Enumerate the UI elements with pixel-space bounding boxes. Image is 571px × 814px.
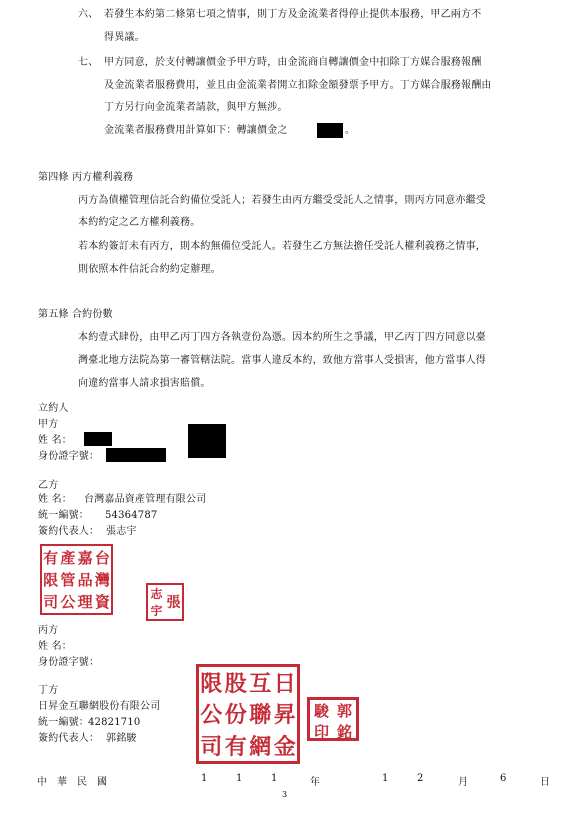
date-era-char-2: 華 — [57, 777, 67, 788]
party-d-company: 日昇金互聯網股份有限公司 — [38, 701, 161, 712]
party-d-representative-label: 簽約代表人： — [38, 733, 100, 744]
seal-char: 品 — [77, 570, 93, 589]
seal-char: 張 — [166, 595, 181, 611]
article-4-p1-line-1: 丙方為債權管理信託合約備位受託人；若發生由丙方繼受受託人之情事，則丙方同意亦繼受 — [78, 195, 486, 206]
seal-char: 公 — [200, 702, 223, 729]
seal-char: 有 — [224, 733, 247, 760]
date-day-label: 日 — [540, 777, 550, 788]
date-year-label: 年 — [310, 777, 320, 788]
party-d-company-seal — [196, 664, 300, 764]
date-era-char-1: 中 — [37, 777, 47, 788]
article-4-heading: 第四條 丙方權利義務 — [38, 172, 134, 183]
redaction-party-a-id — [106, 448, 166, 462]
clause-7-line-1: 甲方同意，於支付轉讓價金予甲方時，由金流商自轉讓價金中扣除丁方媒合服務報酬 — [104, 57, 482, 68]
date-day-value: 6 — [500, 773, 507, 784]
party-b-label: 乙方 — [38, 480, 59, 491]
party-a-label: 甲方 — [38, 419, 59, 430]
date-era-char-3: 民 — [77, 777, 87, 788]
party-b-uniform-number-value: 54364787 — [105, 510, 158, 521]
redaction-party-a-signature — [188, 424, 226, 458]
article-5-heading: 第五條 合約份數 — [38, 309, 113, 320]
seal-char: 郭 — [337, 702, 353, 720]
seal-char: 志 — [150, 587, 163, 601]
party-d-label: 丁方 — [38, 685, 59, 696]
party-b-uniform-number-label: 統一編號： — [38, 510, 89, 521]
clause-7-line-4-suffix: 。 — [345, 125, 356, 136]
seal-char: 駿 — [314, 702, 330, 720]
date-month-digit-1: 1 — [382, 773, 389, 784]
seal-char: 產 — [60, 548, 76, 567]
redaction-fee-rate — [317, 123, 343, 138]
party-a-id-label: 身份證字號： — [38, 451, 100, 462]
party-a-name-label: 姓 名： — [38, 435, 72, 446]
seal-char: 日 — [273, 671, 296, 698]
party-d-uniform-number-value: 42821710 — [88, 717, 141, 728]
seal-char: 管 — [60, 570, 76, 589]
seal-char: 聯 — [249, 702, 272, 729]
seal-char: 灣 — [94, 570, 110, 589]
seal-char: 股 — [224, 671, 247, 698]
article-5-line-3: 向違約當事人請求損害賠償。 — [78, 378, 211, 389]
clause-6-line-2: 得異議。 — [104, 32, 145, 43]
seal-char: 互 — [249, 671, 272, 698]
clause-6-line-1: 若發生本約第二條第七項之情事，則丁方及金流業者得停止提供本服務，甲乙兩方不 — [104, 9, 482, 20]
article-4-p1-line-2: 本約約定之乙方權利義務。 — [78, 217, 201, 228]
party-d-representative-seal — [307, 697, 359, 741]
party-b-representative-value: 張志宇 — [106, 526, 137, 537]
signatories-header: 立約人 — [38, 403, 69, 414]
seal-char: 網 — [249, 733, 272, 760]
seal-char: 宇 — [150, 604, 163, 618]
seal-char: 嘉 — [77, 548, 93, 567]
article-5-line-2: 灣臺北地方法院為第一審管轄法院。當事人違反本約，致他方當事人受損害，他方當事人得 — [78, 355, 486, 366]
party-b-representative-seal — [146, 583, 184, 621]
seal-char: 印 — [314, 723, 330, 741]
date-year-digit-3: 1 — [271, 773, 278, 784]
article-5-line-1: 本約壹式肆份，由甲乙丙丁四方各執壹份為憑。因本約所生之爭議，甲乙丙丁四方同意以臺 — [78, 332, 486, 343]
party-d-uniform-number-label: 統一編號： — [38, 717, 89, 728]
article-4-p2-line-1: 若本約簽訂未有丙方，則本約無備位受託人。若發生乙方無法擔任受託人權利義務之情事， — [78, 241, 486, 252]
seal-char: 公 — [60, 593, 76, 612]
date-year-digit-1: 1 — [201, 773, 208, 784]
party-c-label: 丙方 — [38, 625, 59, 636]
seal-char: 台 — [94, 548, 110, 567]
party-b-name-value: 台灣嘉品資產管理有限公司 — [84, 494, 207, 505]
date-year-digit-2: 1 — [236, 773, 243, 784]
seal-char: 有 — [43, 548, 59, 567]
seal-char: 限 — [200, 671, 223, 698]
clause-7-line-4-prefix: 金流業者服務費用計算如下：轉讓價金之 — [104, 125, 288, 136]
date-month-digit-2: 2 — [417, 773, 424, 784]
date-month-label: 月 — [458, 777, 468, 788]
clause-7-line-2: 及金流業者服務費用，並且由金流業者開立扣除金額發票予甲方。丁方媒合服務報酬由 — [104, 80, 492, 91]
clause-7-number: 七、 — [78, 57, 99, 68]
party-d-representative-value: 郭銘駿 — [106, 733, 137, 744]
seal-char: 金 — [273, 733, 296, 760]
party-b-representative-label: 簽約代表人： — [38, 526, 100, 537]
party-c-name-label: 姓 名： — [38, 641, 72, 652]
clause-6-number: 六、 — [78, 9, 99, 20]
seal-char: 份 — [224, 702, 247, 729]
page-number: 3 — [282, 790, 288, 799]
seal-char: 理 — [77, 593, 93, 612]
seal-char: 司 — [43, 593, 59, 612]
seal-char: 司 — [200, 733, 223, 760]
clause-7-line-3: 丁方另行向金流業者請款，與甲方無涉。 — [104, 102, 288, 113]
date-era-char-4: 國 — [97, 777, 107, 788]
seal-char: 限 — [43, 570, 59, 589]
party-c-id-label: 身份證字號： — [38, 657, 100, 668]
party-b-company-seal — [40, 544, 113, 615]
seal-char: 銘 — [337, 723, 353, 741]
article-4-p2-line-2: 則依照本件信託合約約定辦理。 — [78, 264, 221, 275]
seal-char: 昇 — [273, 702, 296, 729]
seal-char: 資 — [94, 593, 110, 612]
redaction-party-a-name — [84, 432, 112, 446]
party-b-name-label: 姓 名： — [38, 494, 72, 505]
